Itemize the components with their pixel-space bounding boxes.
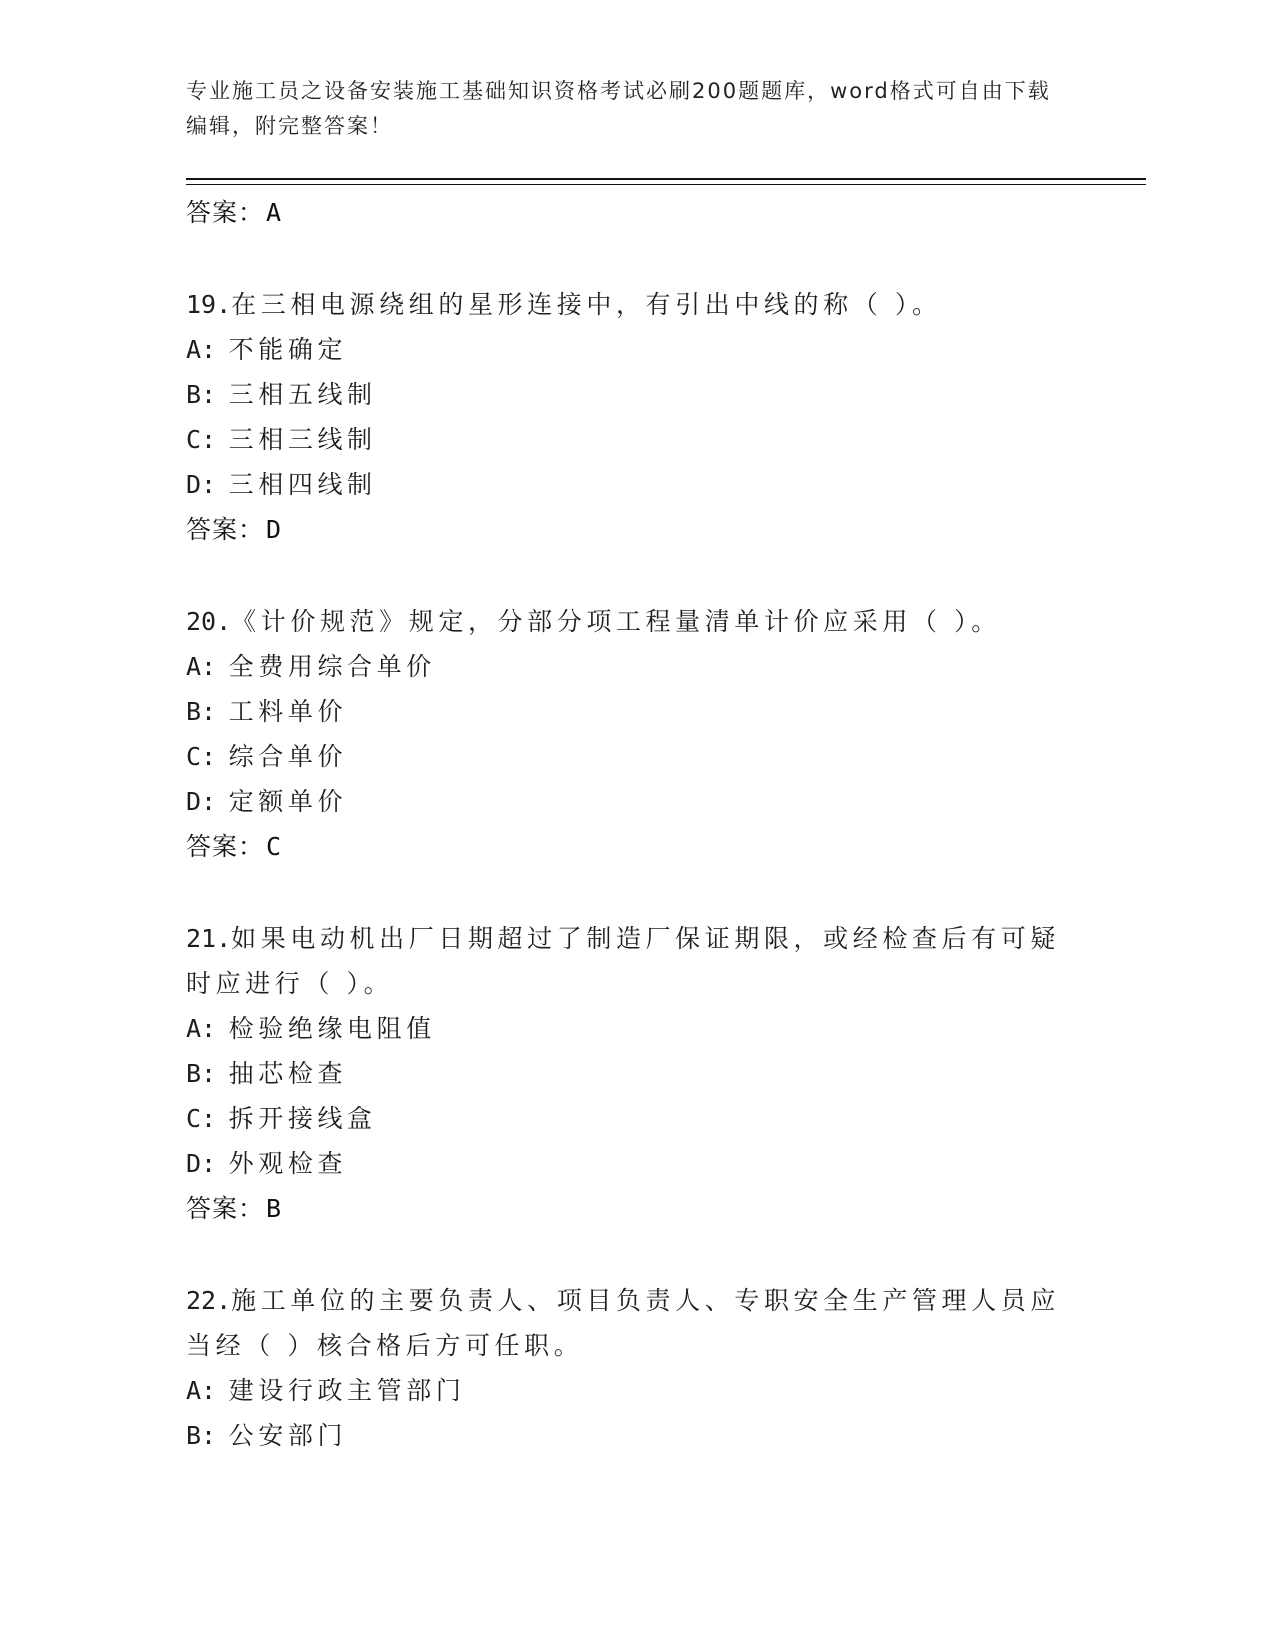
question-20 bbox=[186, 599, 1086, 644]
answer-label: 答案： bbox=[186, 515, 265, 544]
spacer bbox=[186, 1231, 1086, 1278]
option-text: 定额单价 bbox=[228, 787, 348, 816]
question-list bbox=[186, 190, 1086, 1458]
option-key: B: bbox=[186, 380, 217, 409]
option-d bbox=[186, 779, 1086, 824]
spacer bbox=[186, 869, 1086, 916]
option-c bbox=[186, 734, 1086, 779]
option-c bbox=[186, 417, 1086, 462]
option-key: C: bbox=[186, 742, 217, 771]
option-a bbox=[186, 644, 1086, 689]
option-text: 三相三线制 bbox=[228, 425, 377, 454]
option-b bbox=[186, 1413, 1086, 1458]
option-text: 检验绝缘电阻值 bbox=[228, 1014, 436, 1043]
option-key: A: bbox=[186, 1376, 217, 1405]
option-key: B: bbox=[186, 1059, 217, 1088]
question-number: 19. bbox=[186, 290, 232, 319]
question-19 bbox=[186, 282, 1086, 327]
option-a bbox=[186, 1006, 1086, 1051]
option-text: 公安部门 bbox=[228, 1421, 348, 1450]
option-text: 三相五线制 bbox=[228, 380, 377, 409]
option-d bbox=[186, 1141, 1086, 1186]
header-rule-thick bbox=[186, 178, 1146, 180]
answer-value: D bbox=[266, 515, 283, 544]
option-text: 拆开接线盒 bbox=[228, 1104, 377, 1133]
option-key: C: bbox=[186, 1104, 217, 1133]
option-text: 抽芯检查 bbox=[228, 1059, 348, 1088]
question-text: 施工单位的主要负责人、项目负责人、专职安全生产管理人员应当经（ ）核合格后方可任职。 bbox=[186, 1286, 1060, 1360]
answer-label: 答案： bbox=[186, 198, 265, 227]
option-key: D: bbox=[186, 470, 217, 499]
question-number: 22. bbox=[186, 1286, 232, 1315]
answer-value: B bbox=[266, 1194, 283, 1223]
option-text: 不能确定 bbox=[228, 335, 348, 364]
option-text: 综合单价 bbox=[228, 742, 348, 771]
answer-value: A bbox=[266, 198, 283, 227]
question-21 bbox=[186, 916, 1086, 1006]
header-rule-thin bbox=[186, 184, 1146, 185]
option-b bbox=[186, 1051, 1086, 1096]
option-text: 三相四线制 bbox=[228, 470, 377, 499]
option-a bbox=[186, 1368, 1086, 1413]
option-key: D: bbox=[186, 1149, 217, 1178]
page-header-title: 专业施工员之设备安装施工基础知识资格考试必刷200题题库，word格式可自由下载编辑，附完整答案！ bbox=[186, 79, 1051, 138]
option-key: C: bbox=[186, 425, 217, 454]
option-key: A: bbox=[186, 1014, 217, 1043]
option-b bbox=[186, 372, 1086, 417]
answer-label: 答案： bbox=[186, 832, 265, 861]
option-text: 工料单价 bbox=[228, 697, 348, 726]
option-key: D: bbox=[186, 787, 217, 816]
option-a bbox=[186, 327, 1086, 372]
option-d bbox=[186, 462, 1086, 507]
question-22 bbox=[186, 1278, 1086, 1368]
answer-line bbox=[186, 507, 1086, 552]
answer-value: C bbox=[266, 832, 283, 861]
question-text: 如果电动机出厂日期超过了制造厂保证期限，或经检查后有可疑时应进行（ ）。 bbox=[186, 924, 1060, 998]
answer-label: 答案： bbox=[186, 1194, 265, 1223]
spacer bbox=[186, 552, 1086, 599]
question-text: 在三相电源绕组的星形连接中，有引出中线的称（ ）。 bbox=[231, 290, 942, 319]
question-number: 21. bbox=[186, 924, 232, 953]
option-text: 全费用综合单价 bbox=[228, 652, 436, 681]
answer-line bbox=[186, 1186, 1086, 1231]
option-b bbox=[186, 689, 1086, 734]
option-text: 外观检查 bbox=[228, 1149, 348, 1178]
option-key: B: bbox=[186, 1421, 217, 1450]
option-text: 建设行政主管部门 bbox=[228, 1376, 466, 1405]
spacer bbox=[186, 235, 1086, 282]
answer-line bbox=[186, 824, 1086, 869]
option-key: A: bbox=[186, 335, 217, 364]
question-text: 《计价规范》规定，分部分项工程量清单计价应采用（ ）。 bbox=[231, 607, 1001, 636]
option-key: B: bbox=[186, 697, 217, 726]
option-c bbox=[186, 1096, 1086, 1141]
question-number: 20. bbox=[186, 607, 232, 636]
answer-line bbox=[186, 190, 1086, 235]
option-key: A: bbox=[186, 652, 217, 681]
